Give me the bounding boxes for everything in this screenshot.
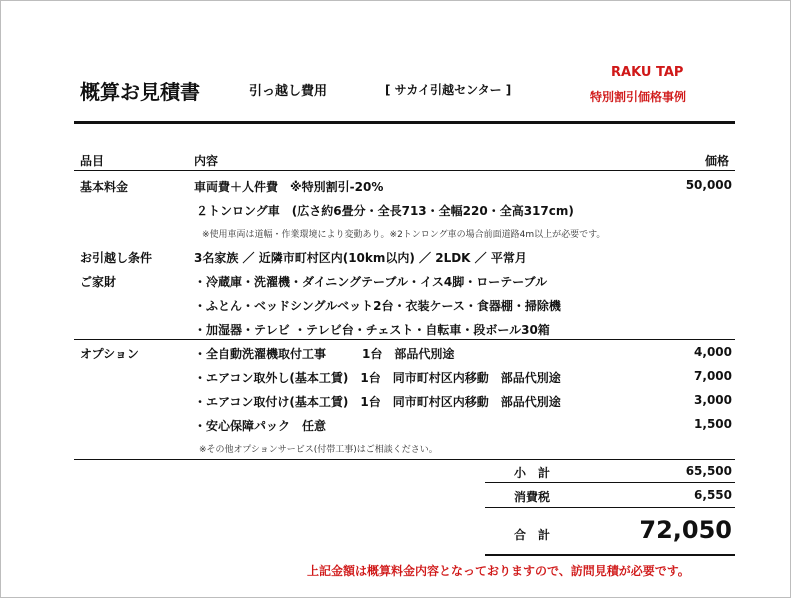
options-rule-top bbox=[74, 339, 735, 340]
basic-fee-line2: ２トンロング車 (広さ約6畳分・全長713・全幅220・全高317cm) bbox=[196, 204, 574, 218]
column-header-item: 品目 bbox=[80, 154, 105, 168]
column-header-content: 内容 bbox=[194, 154, 219, 168]
option-price: 4,000 bbox=[694, 345, 732, 359]
subtotal-label: 小 計 bbox=[514, 466, 551, 480]
footer-note: 上記金額は概算料金内容となっておりますので、訪問見積が必要です。 bbox=[307, 564, 690, 578]
table-bottom-rule bbox=[74, 459, 735, 460]
conditions-text: 3名家族 ／ 近隣市町村区内(10km以内) ／ 2LDK ／ 平常月 bbox=[194, 251, 527, 265]
options-label: オプション bbox=[80, 347, 139, 361]
brand-name: RAKU TAP bbox=[611, 65, 684, 80]
options-note: ※その他オプションサービス(付帯工事)はご相談ください。 bbox=[199, 445, 438, 455]
subtotal-rule bbox=[485, 482, 735, 483]
option-item: ・エアコン取外し(基本工賃) 1台 同市町村区内移動 部品代別途 bbox=[194, 371, 561, 385]
basic-fee-line1: 車両費＋人件費 ※特別割引-20% bbox=[194, 180, 384, 194]
header-rule bbox=[74, 121, 735, 124]
tax-rule bbox=[485, 507, 735, 508]
option-item: ・安心保障パック 任意 bbox=[194, 419, 327, 433]
column-header-price: 価格 bbox=[705, 154, 730, 168]
goods-label: ご家財 bbox=[80, 275, 117, 289]
option-price: 7,000 bbox=[694, 369, 732, 383]
option-price: 3,000 bbox=[694, 393, 732, 407]
basic-fee-price: 50,000 bbox=[685, 178, 732, 192]
brand-note: 特別割引価格事例 bbox=[590, 90, 687, 104]
goods-line: ・冷蔵庫・洗濯機・ダイニングテーブル・イス4脚・ローテーブル bbox=[194, 275, 548, 289]
basic-fee-label: 基本料金 bbox=[80, 180, 129, 194]
page-title: 概算お見積書 bbox=[80, 80, 200, 104]
goods-line: ・加湿器・テレビ ・テレビ台・チェスト・自転車・段ボール30箱 bbox=[194, 323, 550, 337]
subtotal-value: 65,500 bbox=[685, 464, 732, 478]
total-rule bbox=[485, 554, 735, 556]
total-label: 合 計 bbox=[514, 528, 551, 542]
goods-line: ・ふとん・ベッドシングルベット2台・衣装ケース・食器棚・掃除機 bbox=[194, 299, 561, 313]
option-item: ・全自動洗濯機取付工事 1台 部品代別途 bbox=[194, 347, 455, 361]
basic-fee-note: ※使用車両は道幅・作業環境により変動あり。※2トンロング車の場合前面道路4m以上が必要です。 bbox=[202, 230, 606, 240]
tax-value: 6,550 bbox=[694, 488, 732, 502]
conditions-label: お引越し条件 bbox=[80, 251, 153, 265]
total-value: 72,050 bbox=[639, 516, 732, 544]
column-header-rule bbox=[74, 170, 735, 171]
company-name: [ サカイ引越センター ] bbox=[385, 83, 512, 97]
tax-label: 消費税 bbox=[514, 490, 551, 504]
page-subtitle: 引っ越し費用 bbox=[249, 84, 328, 99]
option-item: ・エアコン取付け(基本工賃) 1台 同市町村区内移動 部品代別途 bbox=[194, 395, 561, 409]
option-price: 1,500 bbox=[694, 417, 732, 431]
